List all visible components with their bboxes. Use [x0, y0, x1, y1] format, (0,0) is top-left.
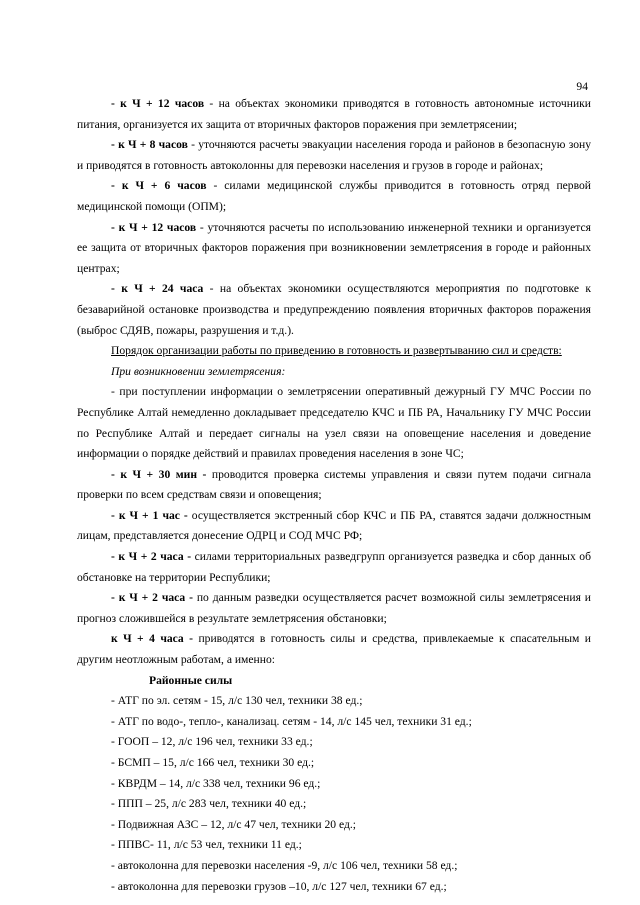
- list-item: - ППВС- 11, л/с 53 чел, техники 11 ед.;: [111, 838, 302, 852]
- paragraph-text: проводится проверка системы управления и связи путем подачи сигнала проверки по всем средствам связи и оповещения;: [77, 467, 591, 502]
- paragraph: [77, 218, 591, 280]
- time-marker: - к Ч + 12 часов: [111, 97, 205, 110]
- paragraph-text: осуществляется экстренный сбор КЧС и ПБ РА, ставятся задачи должностным лицам, представляется донесение ОДРЦ и СОД МЧС РФ;: [77, 508, 591, 543]
- list-item: - АТГ по эл. сетям - 15, л/с 130 чел, техники 38 ед.;: [111, 694, 363, 708]
- time-marker: - к Ч + 6 часов: [111, 179, 207, 193]
- paragraph-text: по данным разведки осуществляется расчет возможной силы землетрясения и прогноз сложившейся в результате землетрясения обстановки;: [77, 591, 591, 625]
- list-item: - БСМП – 15, л/с 166 чел, техники 30 ед.;: [111, 756, 315, 769]
- paragraph: [77, 629, 591, 670]
- page-number: 94: [576, 80, 588, 93]
- list-item: - Подвижная АЗС – 12, л/с 47 чел, техники 20 ед.;: [111, 817, 356, 831]
- time-marker: - к Ч + 12 часов: [111, 220, 197, 234]
- time-marker: - к Ч + 8 часов: [111, 138, 188, 152]
- list-item: - АТГ по водо-, тепло-, канализац. сетям - 14, л/с 145 чел, техники 31 ед.;: [111, 714, 472, 728]
- paragraph-text: приводятся в готовность силы и средства, привлекаемые к спасательным и другим неотложным работам, а именно:: [77, 632, 591, 667]
- paragraph-text: - при поступлении информации о землетрясении оперативный дежурный ГУ МЧС России по Республике Алтай немедленно докладывает председателю КЧС и ПБ РА, Начальнику ГУ МЧС России по Республике Алтай и передает сигналы на узел связи на оповещение населения и доведение информации о порядке действий и правилах проведения населения в зоне ЧС;: [77, 385, 591, 461]
- time-marker: - к Ч + 2 часа -: [111, 591, 193, 605]
- time-marker: - к Ч + 1 час -: [111, 508, 188, 522]
- paragraph-text: - уточняются расчеты эвакуации населения города и районов в безопасную зону и приводятся в готовность автоколонны для перевозки населения и грузов в городе и районах;: [77, 138, 592, 172]
- paragraph: [77, 279, 591, 341]
- list-item: - ГООП – 12, л/с 196 чел, техники 33 ед.;: [111, 735, 313, 749]
- time-marker: - к Ч + 30 мин -: [111, 467, 207, 481]
- time-marker: - к Ч + 24 часа: [111, 282, 204, 296]
- paragraph-text: - на объектах экономики осуществляются мероприятия по подготовке к безаварийной остановке производства и предупреждению появления вторичных факторов поражения (выброс СДЯВ, пожары, разрушения и т.д.).: [77, 282, 591, 337]
- paragraph: [77, 506, 591, 547]
- time-marker: к Ч + 4 часа -: [111, 632, 194, 646]
- subheading: При возникновении землетрясения:: [111, 364, 286, 378]
- paragraph-text: - на объектах экономики приводятся в готовность автономные источники питания, организуется их защита от вторичных факторов поражения при землетрясении;: [77, 97, 591, 131]
- paragraph: [77, 588, 591, 629]
- list-item: - ППП – 25, л/с 283 чел, техники 40 ед.;: [111, 797, 307, 811]
- section-heading: Порядок организации работы по приведению в готовность и развертыванию сил и средств:: [111, 344, 562, 358]
- list-item: - автоколонна для перевозки грузов –10, л/с 127 чел, техники 67 ед.;: [111, 879, 447, 893]
- forces-title: Районные силы: [149, 673, 233, 687]
- paragraph: [77, 382, 591, 464]
- list-item: - КВРДМ – 14, л/с 338 чел, техники 96 ед.;: [111, 776, 321, 790]
- paragraph-text: силами территориальных разведгрупп организуется разведка и сбор данных об обстановке на территории Республики;: [77, 550, 591, 584]
- paragraph: [77, 547, 591, 588]
- paragraph-text: - уточняются расчеты по использованию инженерной техники и организуется ее защита от вторичных факторов поражения при возникновении землетрясения в городе и районных центрах;: [77, 220, 591, 275]
- page-content: [77, 94, 591, 897]
- paragraph-text: - силами медицинской службы приводится в готовность отряд первой медицинской помощи (ОПМ);: [77, 179, 591, 213]
- list-item: - автоколонна для перевозки населения -9, л/с 106 чел, техники 58 ед.;: [111, 858, 458, 872]
- time-marker: - к Ч + 2 часа -: [111, 550, 192, 564]
- paragraph: [77, 465, 591, 506]
- paragraph: [77, 135, 591, 176]
- paragraph: [77, 176, 591, 217]
- paragraph: [77, 94, 591, 135]
